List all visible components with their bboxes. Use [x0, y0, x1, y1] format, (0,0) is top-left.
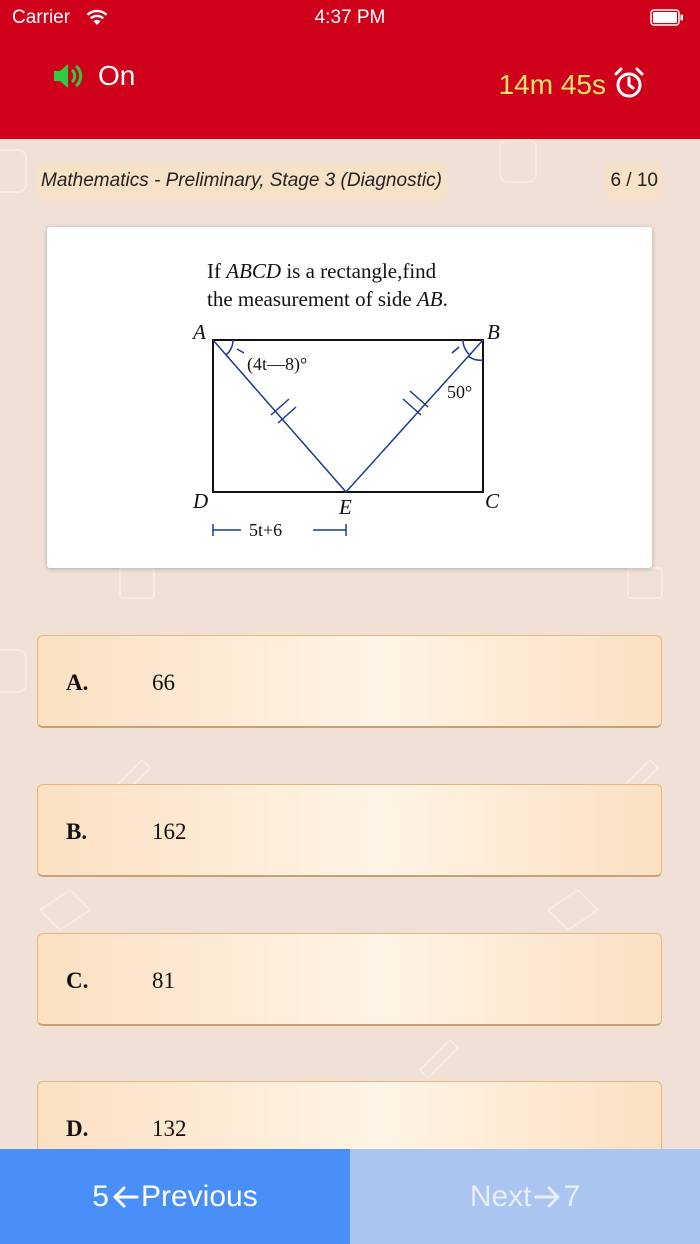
angle-value: 50°: [447, 382, 473, 402]
alarm-icon: [612, 66, 646, 100]
speaker-icon: [50, 59, 84, 93]
question-line-1: If ABCD is a rectangle,find: [207, 259, 437, 283]
angle-arc-b2: [468, 356, 483, 360]
status-bar: [0, 0, 700, 36]
previous-number: 5: [92, 1179, 109, 1213]
status-time: 4:37 PM: [314, 7, 386, 28]
angle-tick-a: [237, 349, 244, 353]
question-figure: [47, 227, 652, 568]
answer-option-c[interactable]: [37, 933, 662, 1026]
previous-button[interactable]: [0, 1149, 350, 1244]
answer-letter: B.: [66, 819, 88, 844]
vertex-a-label: A: [193, 320, 206, 344]
angle-expression: (4t—8)°: [247, 354, 308, 374]
next-label: Next: [469, 1179, 532, 1213]
timer-label: 14m 45s: [498, 69, 606, 100]
angle-tick-b: [452, 347, 459, 353]
quiz-meta: [0, 163, 700, 199]
answer-option-b[interactable]: [37, 784, 662, 877]
answer-text: 162: [152, 819, 187, 844]
answer-letter: D.: [66, 1116, 89, 1141]
battery-icon: [650, 9, 684, 26]
segment-be: [346, 340, 483, 492]
vertex-b-label: B: [487, 320, 500, 344]
vertex-d-label: D: [193, 489, 209, 513]
next-button[interactable]: [350, 1149, 700, 1244]
question-card: [47, 227, 652, 568]
quiz-progress: 6 / 10: [606, 163, 662, 199]
vertex-c-label: C: [485, 489, 500, 513]
quiz-title: Mathematics - Preliminary, Stage 3 (Diagnostic): [37, 163, 446, 199]
sound-toggle[interactable]: [50, 58, 135, 94]
angle-arc-b: [463, 340, 470, 355]
carrier-label: Carrier: [12, 7, 71, 28]
angle-arc-a: [226, 340, 233, 355]
length-expression: 5t+6: [249, 520, 283, 540]
tick-marks: [271, 391, 428, 423]
question-line-2: the measurement of side AB.: [207, 287, 448, 311]
answer-letter: C.: [66, 968, 89, 993]
sound-label: On: [98, 60, 136, 91]
arrow-right-icon: [534, 1185, 562, 1209]
bottom-nav: [0, 1149, 700, 1244]
answer-text: 132: [152, 1116, 187, 1141]
arrow-left-icon: [111, 1185, 139, 1209]
app-header: [0, 36, 700, 139]
vertex-e-label: E: [339, 495, 352, 519]
answer-option-a[interactable]: [37, 635, 662, 728]
previous-label: Previous: [140, 1179, 258, 1213]
answer-text: 66: [152, 670, 175, 695]
answer-text: 81: [152, 968, 175, 993]
next-number: 7: [563, 1179, 581, 1213]
answer-letter: A.: [66, 670, 89, 695]
